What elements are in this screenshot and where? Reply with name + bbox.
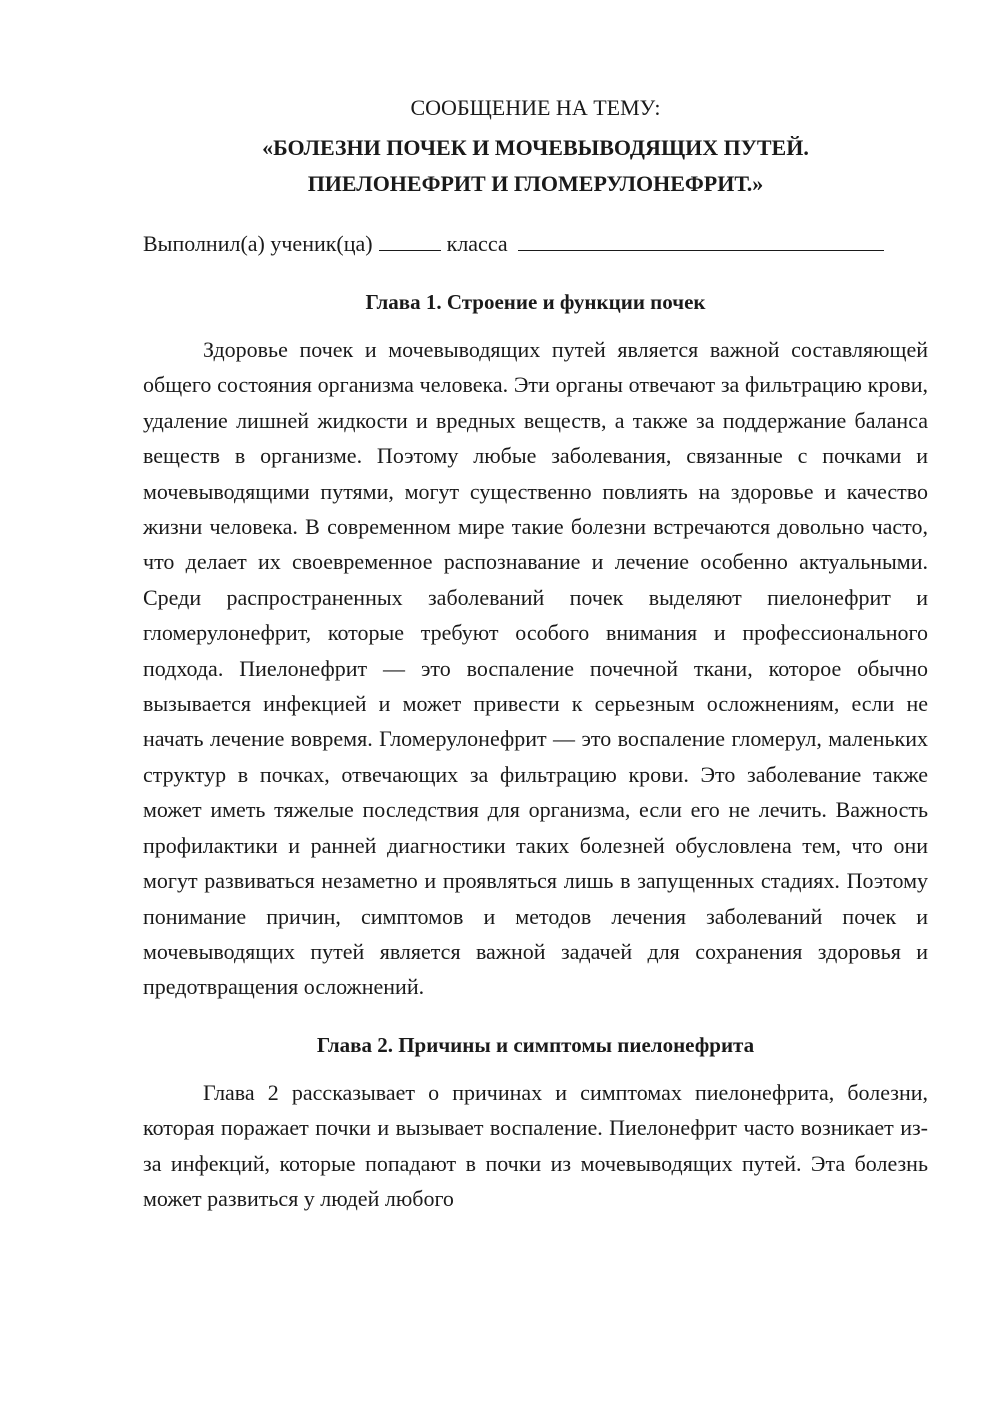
chapter-heading: Глава 2. Причины и симптомы пиелонефрита: [316, 1032, 755, 1057]
grade-blank: [379, 228, 441, 251]
document-title: [143, 130, 928, 202]
title-line-1: «БОЛЕЗНИ ПОЧЕК И МОЧЕВЫВОДЯЩИХ ПУТЕЙ.: [262, 135, 809, 160]
chapter-2: [143, 1029, 928, 1217]
chapter-paragraph: Глава 2 рассказывает о причинах и симптомах пиелонефрита, болезни, которая поражает почки и вызывает воспаление. Пиелонефрит часто возникает из-за инфекций, которые попадают в почки из мочевыводящих путей. Эта болезнь может развиться у людей любого: [143, 1079, 928, 1211]
name-blank: [518, 228, 884, 251]
chapter-heading: Глава 1. Строение и функции почек: [365, 290, 706, 314]
document-page: [143, 92, 928, 1216]
author-prefix: Выполнил(а) ученик(ца): [143, 231, 373, 256]
topic-line: СООБЩЕНИЕ НА ТЕМУ:: [410, 95, 661, 120]
class-label: класса: [446, 231, 508, 256]
chapter-1: [143, 286, 928, 1005]
author-line: [143, 228, 928, 260]
chapter-paragraph: Здоровье почек и мочевыводящих путей является важной составляющей общего состояния организма человека. Эти органы отвечают за фильтрацию крови, удаление лишней жидкости и вредных веществ, а также за поддержание баланса веществ в организме. Поэтому любые заболевания, связанные с почками и мочевыводящими путями, могут существенно повлиять на здоровье и качество жизни человека. В современном мире такие болезни встречаются довольно часто, что делает их своевременное распознавание и лечение особенно актуальными. Среди распространенных заболеваний почек выделяют пиелонефрит и гломерулонефрит, которые требуют особого внимания и профессионального подхода. Пиелонефрит — это воспаление почечной ткани, которое обычно вызывается инфекцией и может привести к серьезным осложнениям, если не начать лечение вовремя. Гломерулонефрит — это воспаление гломерул, маленьких структур в почках, отвечающих за фильтрацию крови. Это заболевание также может иметь тяжелые последствия для организма, если его не лечить. Важность профилактики и ранней диагностики таких болезней обусловлена тем, что они могут развиваться незаметно и проявляться лишь в запущенных стадиях. Поэтому понимание причин, симптомов и методов лечения заболеваний почек и мочевыводящих путей является важной задачей для сохранения здоровья и предотвращения осложнений.: [143, 337, 928, 1000]
title-line-2: ПИЕЛОНЕФРИТ И ГЛОМЕРУЛОНЕФРИТ.»: [307, 171, 764, 196]
